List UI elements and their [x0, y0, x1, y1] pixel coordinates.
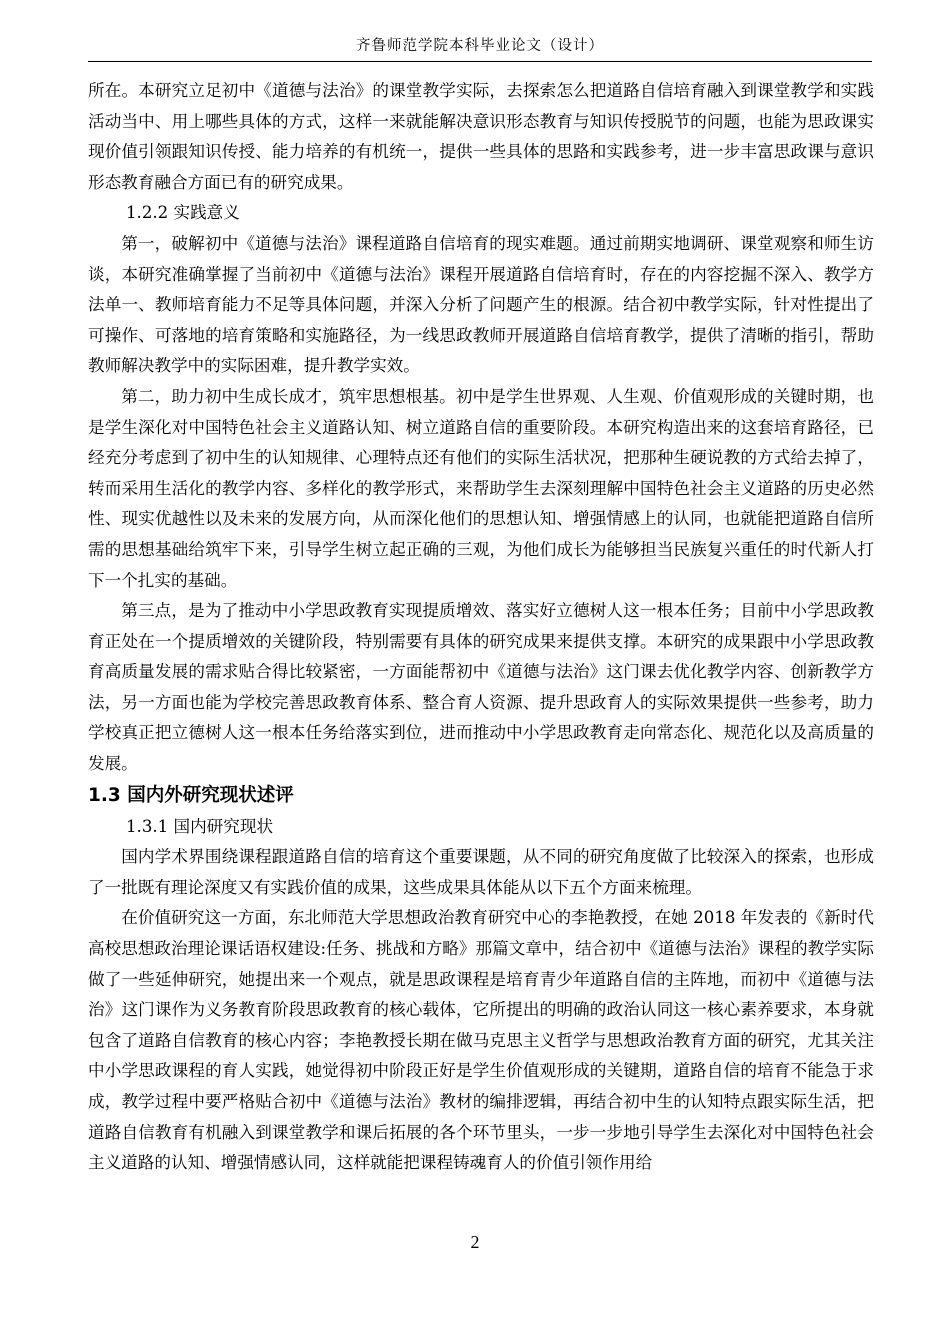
paragraph-continuation: 所在。本研究立足初中《道德与法治》的课堂教学实际，去探索怎么把道路自信培育融入到课堂教学和实践活动当中、用上哪些具体的方式，这样一来就能解决意识形态教育与知识传授脱节的问题，也能为思政课实现价值引领跟知识传授、能力培养的有机统一，提供一些具体的思路和实践参考，进一步丰富思政课与意识形态教育融合方面已有的研究成果。: [88, 81, 874, 192]
paragraph-practical-1: 第一，破解初中《道德与法治》课程道路自信培育的现实难题。通过前期实地调研、课堂观察和师生访谈，本研究准确掌握了当前初中《道德与法治》课程开展道路自信培育时，存在的内容挖掘不深入、教学方法单一、教师培育能力不足等具体问题，并深入分析了问题产生的根源。结合初中教学实际，针对性提出了可操作、可落地的培育策略和实施路径，为一线思政教师开展道路自信培育教学，提供了清晰的指引，帮助教师解决教学中的实际困难，提升教学实效。: [88, 233, 874, 376]
subsection-heading-1-3-1: 1.3.1 国内研究现状: [126, 816, 274, 836]
paragraph-value-research: 在价值研究这一方面，东北师范大学思想政治教育研究中心的李艳教授，在她 2018 年发表的《新时代高校思想政治理论课话语权建设:任务、挑战和方略》那篇文章中，结合初中《道德与法治》课程的教学实际做了一些延伸研究，她提出来一个观点，就是思政课程是培育青少年道路自信的主阵地，而初中《道德与法治》这门课作为义务教育阶段思政教育的核心载体，它所提出的明确的政治认同这一核心素养要求，本身就包含了道路自信教育的核心内容；李艳教授长期在做马克思主义哲学与思想政治教育方面的研究，尤其关注中小学思政课程的育人实践，她觉得初中阶段正好是学生价值观形成的关键期，道路自信的培育不能急于求成，教学过程中要严格贴合初中《道德与法治》教材的编排逻辑，再结合初中生的认知特点跟实际生活，把道路自信教育有机融入到课堂教学和课后拓展的各个环节里头，一步一步地引导学生去深化对中国特色社会主义道路的认知、增强情感认同，这样就能把课程铸魂育人的价值引领作用给: [88, 908, 874, 1173]
paragraph-practical-2: 第二，助力初中生成长成才，筑牢思想根基。初中是学生世界观、人生观、价值观形成的关键时期，也是学生深化对中国特色社会主义道路认知、树立道路自信的重要阶段。本研究构造出来的这套培育路径，已经充分考虑到了初中生的认知规律、心理特点还有他们的实际生活状况，把那种生硬说教的方式给去掉了，转而采用生活化的教学内容、多样化的教学形式，来帮助学生去深刻理解中国特色社会主义道路的历史必然性、现实优越性以及未来的发展方向，从而深化他们的思想认知、增强情感上的认同，也就能把道路自信所需的思想基础给筑牢下来，引导学生树立起正确的三观，为他们成长为能够担当民族复兴重任的时代新人打下一个扎实的基础。: [88, 386, 874, 590]
paragraph-practical-3: 第三点，是为了推动中小学思政教育实现提质增效、落实好立德树人这一根本任务；目前中小学思政教育正处在一个提质增效的关键阶段，特别需要有具体的研究成果来提供支撑。本研究的成果跟中小学思政教育高质量发展的需求贴合得比较紧密，一方面能帮初中《道德与法治》这门课去优化教学内容、创新教学方法，另一方面也能为学校完善思政教育体系、整合育人资源、提升思政育人的实际效果提供一些参考，助力学校真正把立德树人这一根本任务给落实到位，进而推动中小学思政教育走向常态化、规范化以及高质量的发展。: [88, 601, 874, 774]
running-header: 齐鲁师范学院本科毕业论文（设计）: [356, 38, 604, 54]
subsection-heading-1-2-2: 1.2.2 实践意义: [126, 203, 240, 223]
section-heading-1-3: 1.3 国内外研究现状述评: [88, 784, 294, 806]
paragraph-domestic-intro: 国内学术界围绕课程跟道路自信的培育这个重要课题，从不同的研究角度做了比较深入的探索，也形成了一批既有理论深度又有实践价值的成果，这些成果具体能从以下五个方面来梳理。: [88, 847, 874, 897]
page-number: 2: [470, 1232, 480, 1252]
header-rule: [88, 61, 872, 62]
body-text: [88, 76, 874, 1179]
